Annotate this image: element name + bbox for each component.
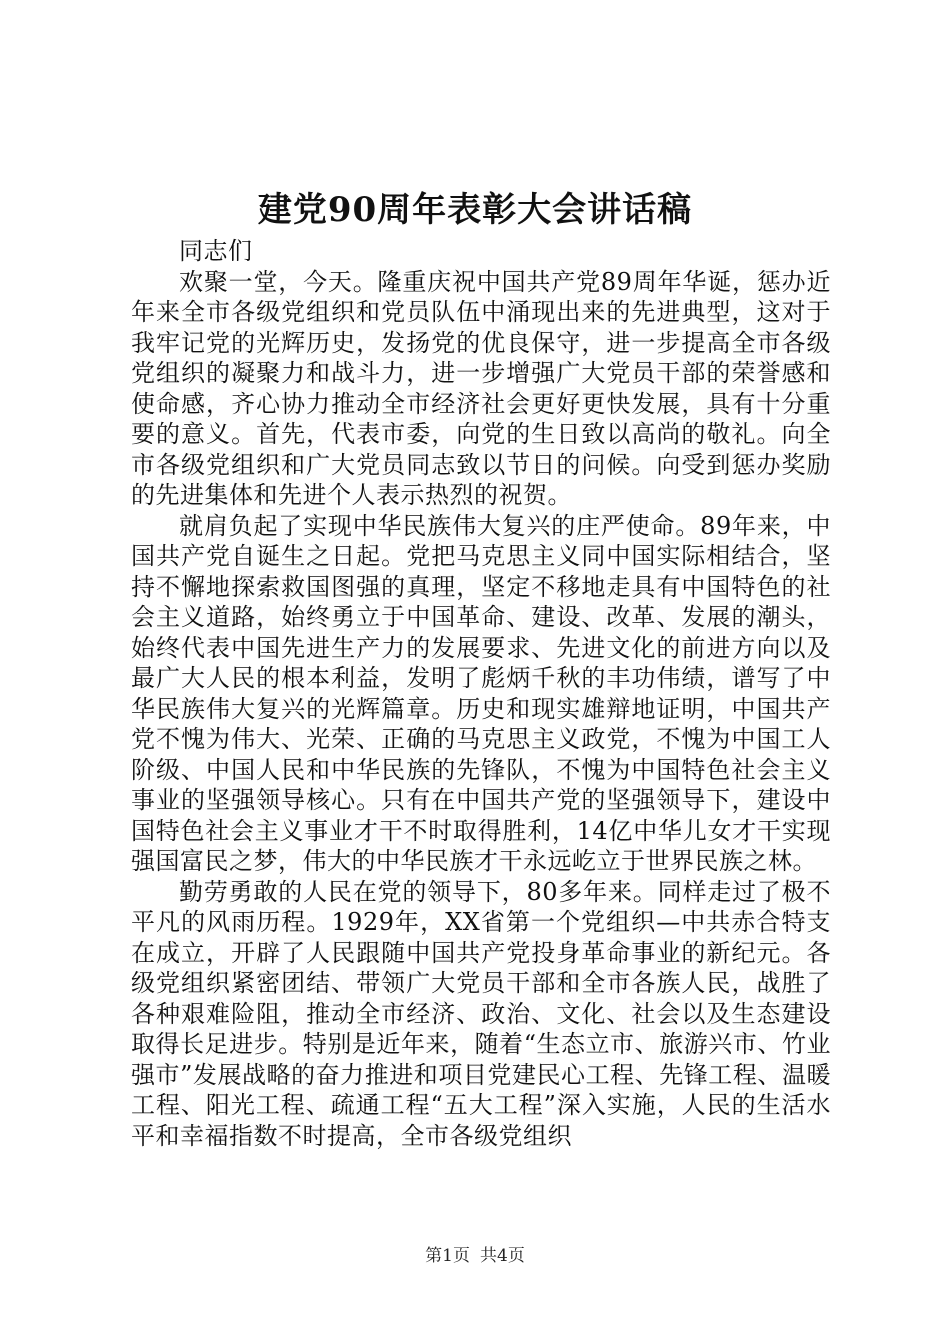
page-footer bbox=[0, 1244, 950, 1268]
paragraph-2: 就肩负起了实现中华民族伟大复兴的庄严使命。89年来，中国共产党自诞生之日起。党把马克思主义同中国实际相结合，坚持不懈地探索救国图强的真理，坚定不移地走具有中国特色的社会主义道路，始终勇立于中国革命、建设、改革、发展的潮头，始终代表中国先进生产力的发展要求、先进文化的前进方向以及最广大人民的根本利益，发明了彪炳千秋的丰功伟绩，谱写了中华民族伟大复兴的光辉篇章。历史和现实雄辩地证明，中国共产党不愧为伟大、光荣、正确的马克思主义政党，不愧为中国工人阶级、中国人民和中华民族的先锋队，不愧为中国特色社会主义事业的坚强领导核心。只有在中国共产党的坚强领导下，建设中国特色社会主义事业才干不时取得胜利，14亿中华儿女才干实现强国富民之梦，伟大的中华民族才干永远屹立于世界民族之林。 bbox=[131, 511, 831, 875]
page-total: 共4页 bbox=[480, 1246, 525, 1266]
salutation: 同志们 bbox=[179, 237, 253, 265]
document-title: 建党90周年表彰大会讲话稿 bbox=[257, 190, 693, 230]
document-body bbox=[131, 236, 831, 1151]
paragraph-1: 欢聚一堂，今天。隆重庆祝中国共产党89周年华诞，惩办近年来全市各级党组织和党员队伍中涌现出来的先进典型，这对于我牢记党的光辉历史，发扬党的优良保守，进一步提高全市各级党组织的凝聚力和战斗力，进一步增强广大党员干部的荣誉感和使命感，齐心协力推动全市经济社会更好更快发展，具有十分重要的意义。首先，代表市委，向党的生日致以高尚的敬礼。向全市各级党组织和广大党员同志致以节日的问候。向受到惩办奖励的先进集体和先进个人表示热烈的祝贺。 bbox=[131, 267, 831, 509]
page-number: 第1页 bbox=[425, 1246, 470, 1266]
paragraph-3: 勤劳勇敢的人民在党的领导下，80多年来。同样走过了极不平凡的风雨历程。1929年，XX省第一个党组织—中共赤合特支在成立，开辟了人民跟随中国共产党投身革命事业的新纪元。各级党组织紧密团结、带领广大党员干部和全市各族人民，战胜了各种艰难险阻，推动全市经济、政治、文化、社会以及生态建设取得长足进步。特别是近年来，随着“生态立市、旅游兴市、竹业强市”发展战略的奋力推进和项目党建民心工程、先锋工程、温暖工程、阳光工程、疏通工程“五大工程”深入实施，人民的生活水平和幸福指数不时提高，全市各级党组织 bbox=[131, 877, 831, 1150]
